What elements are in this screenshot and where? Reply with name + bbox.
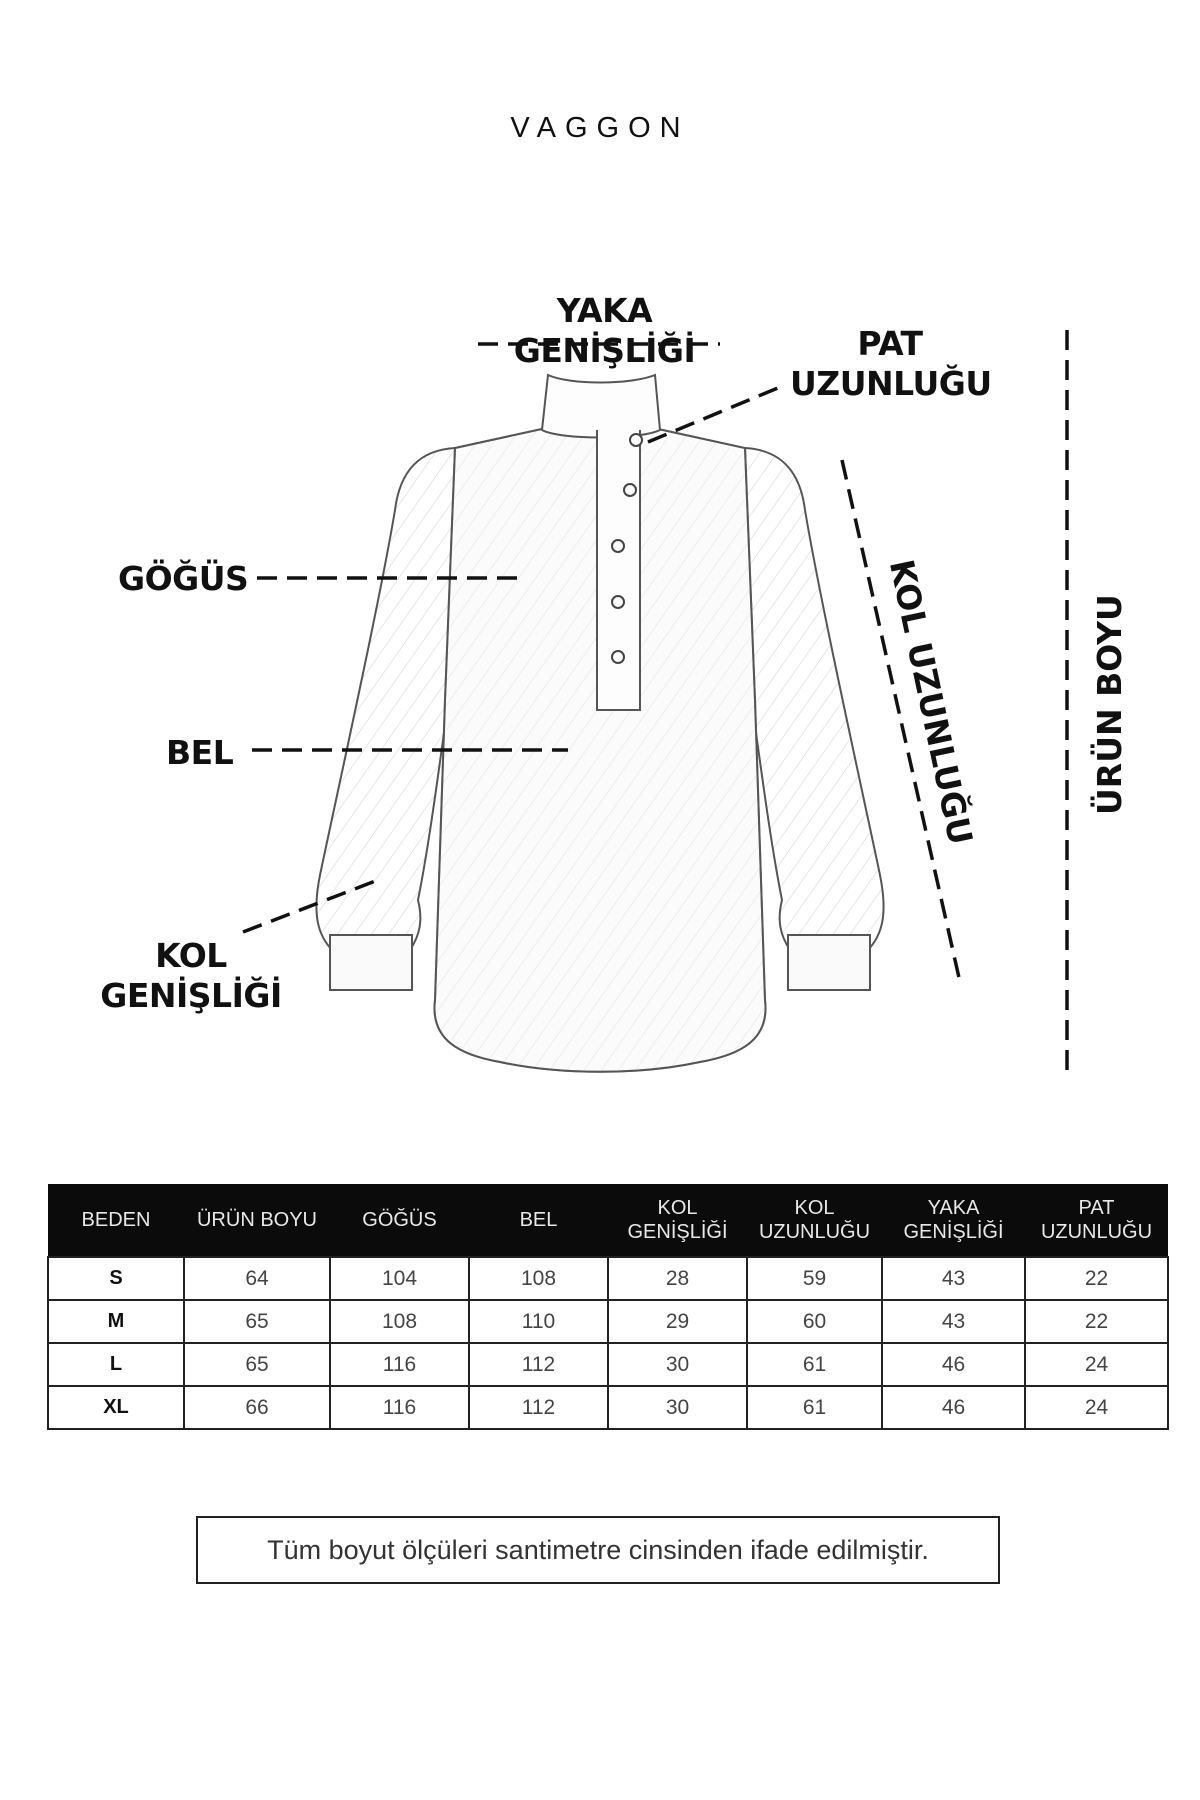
table-cell: 60 xyxy=(747,1300,882,1343)
table-cell: 104 xyxy=(330,1257,469,1300)
table-cell: 64 xyxy=(184,1257,330,1300)
table-cell: 65 xyxy=(184,1343,330,1386)
table-cell: 112 xyxy=(469,1343,608,1386)
units-note: Tüm boyut ölçüleri santimetre cinsinden ifade edilmiştir. xyxy=(196,1516,1000,1584)
size-cell: L xyxy=(48,1343,184,1386)
table-cell: 116 xyxy=(330,1343,469,1386)
table-cell: 61 xyxy=(747,1343,882,1386)
table-cell: 43 xyxy=(882,1257,1025,1300)
table-cell: 46 xyxy=(882,1343,1025,1386)
table-cell: 116 xyxy=(330,1386,469,1429)
table-row xyxy=(48,1257,1168,1300)
table-cell: 108 xyxy=(469,1257,608,1300)
table-cell: 65 xyxy=(184,1300,330,1343)
table-cell: 43 xyxy=(882,1300,1025,1343)
size-cell: M xyxy=(48,1300,184,1343)
table-cell: 110 xyxy=(469,1300,608,1343)
kol-genisligi-line2: GENİŞLİĞİ xyxy=(100,976,282,1015)
pat-uzunlugu-label xyxy=(790,324,990,404)
bel-label: BEL xyxy=(166,733,234,772)
table-cell: 61 xyxy=(747,1386,882,1429)
table-cell: 66 xyxy=(184,1386,330,1429)
header-yaka-genisligi: YAKA GENİŞLİĞİ xyxy=(882,1184,1025,1257)
pat-uzunlugu-line1: PAT xyxy=(857,324,923,363)
table-cell: 46 xyxy=(882,1386,1025,1429)
table-row xyxy=(48,1343,1168,1386)
header-pat-uzunlugu: PAT UZUNLUĞU xyxy=(1025,1184,1168,1257)
table-cell: 24 xyxy=(1025,1386,1168,1429)
header-urun-boyu: ÜRÜN BOYU xyxy=(184,1184,330,1257)
pat-uzunlugu-line2: UZUNLUĞU xyxy=(790,364,992,403)
header-beden: BEDEN xyxy=(48,1184,184,1257)
urun-boyu-label: ÜRÜN BOYU xyxy=(1090,594,1129,815)
table-row xyxy=(48,1386,1168,1429)
header-kol-uzunlugu: KOL UZUNLUĞU xyxy=(747,1184,882,1257)
kol-genisligi-line1: KOL xyxy=(155,936,227,975)
table-cell: 24 xyxy=(1025,1343,1168,1386)
table-header-row xyxy=(48,1184,1168,1257)
table-cell: 59 xyxy=(747,1257,882,1300)
brand-logo: VAGGON xyxy=(510,112,690,144)
table-cell: 112 xyxy=(469,1386,608,1429)
table-cell: 22 xyxy=(1025,1300,1168,1343)
table-cell: 28 xyxy=(608,1257,747,1300)
table-cell: 30 xyxy=(608,1386,747,1429)
header-kol-genisligi: KOL GENİŞLİĞİ xyxy=(608,1184,747,1257)
yaka-genisligi-label: YAKA GENİŞLİĞİ xyxy=(513,291,696,370)
table-cell: 29 xyxy=(608,1300,747,1343)
table-cell: 30 xyxy=(608,1343,747,1386)
table-row xyxy=(48,1300,1168,1343)
header-bel: BEL xyxy=(469,1184,608,1257)
shirt-sketch xyxy=(316,375,883,1072)
size-table xyxy=(47,1184,1169,1430)
kol-uzunlugu-label: KOL UZUNLUĞU xyxy=(881,556,981,849)
header-gogus: GÖĞÜS xyxy=(330,1184,469,1257)
table-cell: 108 xyxy=(330,1300,469,1343)
gogus-label: GÖĞÜS xyxy=(118,559,249,598)
size-cell: S xyxy=(48,1257,184,1300)
table-cell: 22 xyxy=(1025,1257,1168,1300)
size-cell: XL xyxy=(48,1386,184,1429)
kol-genisligi-label xyxy=(96,936,286,1016)
